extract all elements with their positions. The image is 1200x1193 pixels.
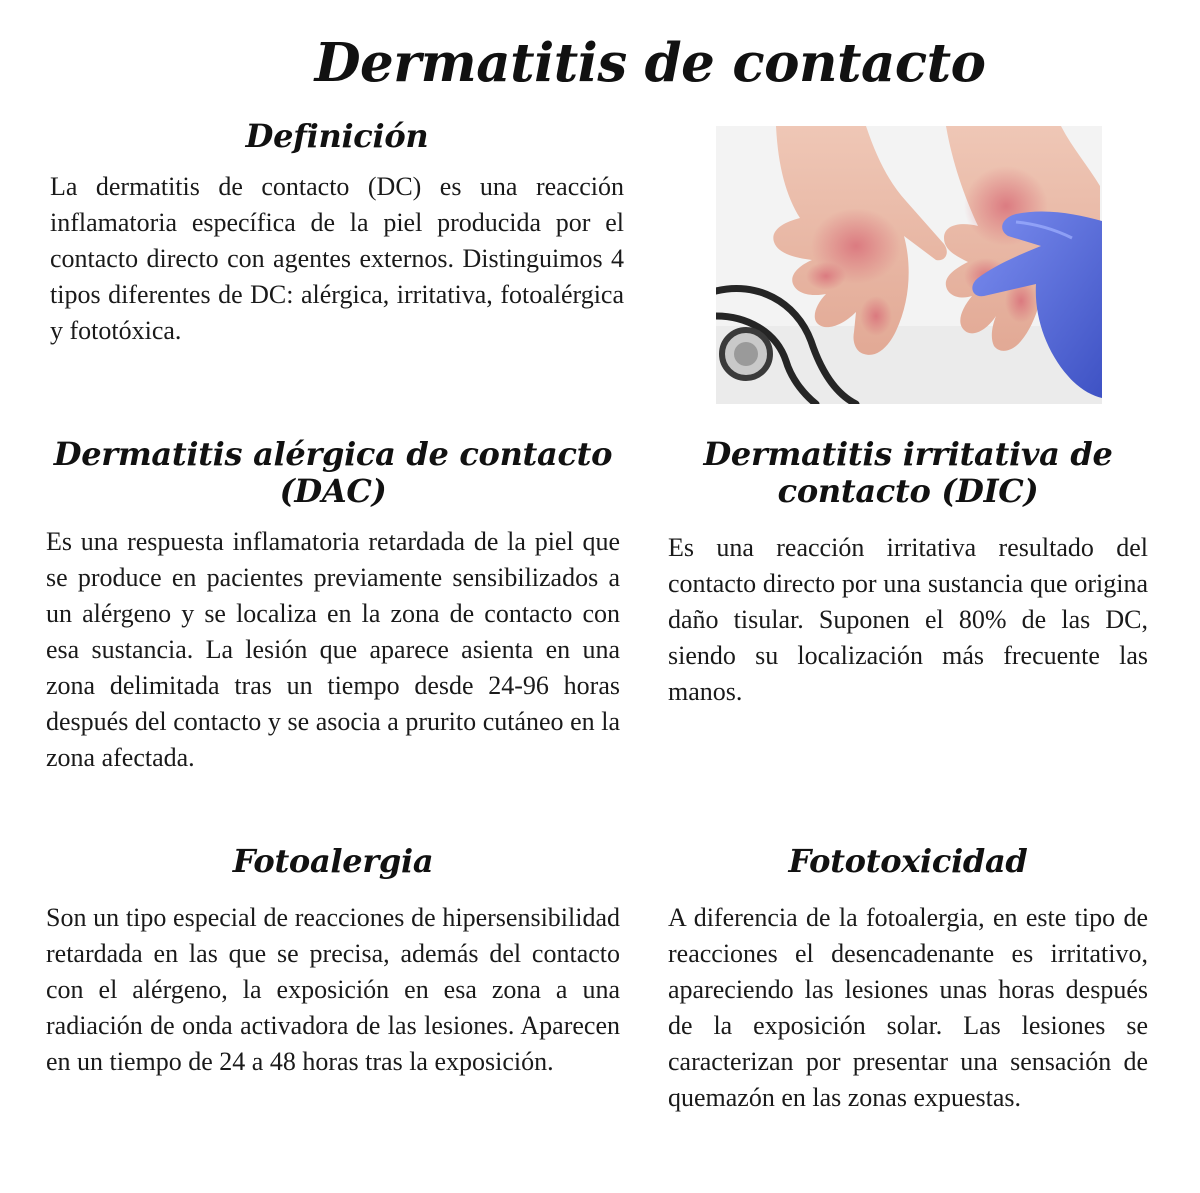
section-heading-definicion: Definición [245,117,429,155]
section-body-dac: Es una respuesta inflamatoria retardada de la piel que se produce en pacientes previamente sensibilizados a un alérgeno y se localiza en la zona de contacto con esa sustancia. La lesión que aparece asienta en una zona delimitada tras un tiempo desde 24-96 horas después del contacto y se asocia a prurito cutáneo en la zona afectada. [46,527,620,772]
section-heading-dac: Dermatitis alérgica de contacto (DAC) [53,435,613,510]
section-body-definicion: La dermatitis de contacto (DC) es una reacción inflamatoria específica de la piel producida por el contacto directo con agentes externos. Distinguimos 4 tipos diferentes de DC: alérgica, irritativa, fotoalérgica y fototóxica. [50,172,624,345]
section-body-fototoxicidad: A diferencia de la fotoalergia, en este tipo de reacciones el desencadenante es irritativo, apareciendo las lesiones unas horas después de la exposición solar. Las lesiones se caracterizan por presentar una sensación de quemazón en las zonas expuestas. [668,903,1148,1112]
section-heading-dic: Dermatitis irritativa de contacto (DIC) [703,435,1113,510]
hands-dermatitis-photo [716,126,1102,404]
section-body-dic: Es una reacción irritativa resultado del contacto directo por una sustancia que origina daño tisular. Suponen el 80% de las DC, siendo su localización más frecuente las manos. [668,533,1148,706]
section-fototoxicidad [668,843,1148,1116]
section-dic [668,436,1148,710]
section-fotoalergia [46,843,620,1080]
section-definicion [50,118,624,349]
section-heading-fototoxicidad: Fototoxicidad [788,842,1028,880]
section-heading-fotoalergia: Fotoalergia [232,842,434,880]
section-body-fotoalergia: Son un tipo especial de reacciones de hipersensibilidad retardada en las que se precisa, además del contacto con el alérgeno, la exposición en esa zona a una radiación de onda activadora de las lesiones. Aparecen en un tiempo de 24 a 48 horas tras la exposición. [46,903,620,1076]
page-title: Dermatitis de contacto [314,32,986,94]
section-dac [46,436,620,776]
